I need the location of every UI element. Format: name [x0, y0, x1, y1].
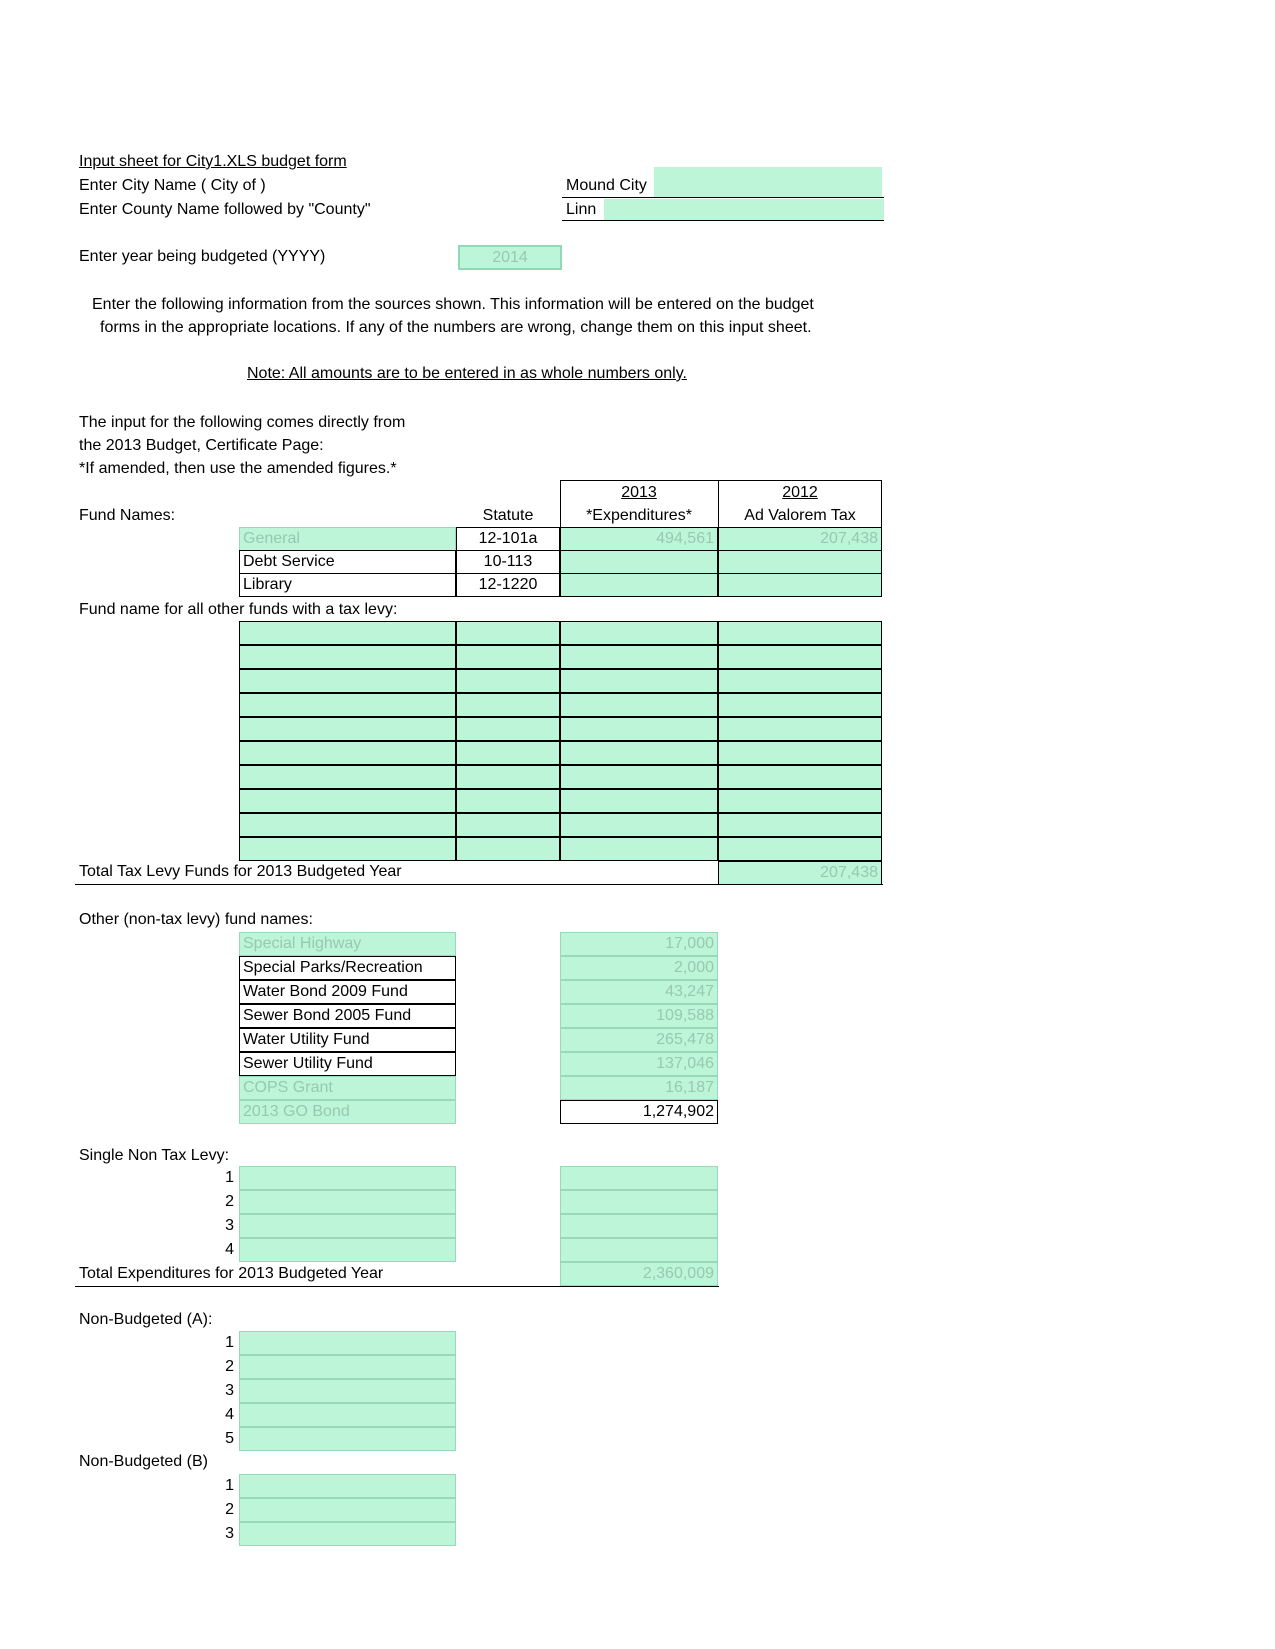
county-name-input-fill[interactable] — [604, 199, 884, 220]
other-statute-cell[interactable] — [456, 789, 560, 813]
non-budgeted-a-cell[interactable] — [239, 1403, 456, 1427]
single-non-tax-levy-label: Single Non Tax Levy: — [79, 1147, 230, 1164]
non-budgeted-a-cell[interactable] — [239, 1379, 456, 1403]
non-budgeted-b-cell[interactable] — [239, 1498, 456, 1522]
instruction-line-2: forms in the appropriate locations. If any of the numbers are wrong, change them on this input sheet. — [100, 319, 812, 336]
county-name-underline — [562, 220, 884, 221]
non-budgeted-a-label: Non-Budgeted (A): — [79, 1311, 213, 1328]
other-statute-cell[interactable] — [456, 645, 560, 669]
row-number: 4 — [225, 1406, 234, 1423]
row-number: 1 — [225, 1334, 234, 1351]
non-tax-fund-name[interactable]: Special Highway — [239, 932, 456, 956]
non-budgeted-a-cell[interactable] — [239, 1355, 456, 1379]
other-expenditures-cell[interactable] — [560, 621, 718, 645]
expenditures-cell[interactable] — [560, 573, 718, 597]
other-statute-cell[interactable] — [456, 693, 560, 717]
row-number: 2 — [225, 1358, 234, 1375]
fund-name-cell[interactable]: General — [239, 527, 456, 551]
row-number: 3 — [225, 1525, 234, 1542]
total-expenditures-underline — [75, 1286, 719, 1287]
other-expenditures-cell[interactable] — [560, 693, 718, 717]
non-tax-fund-name[interactable]: COPS Grant — [239, 1076, 456, 1100]
single-levy-amount-cell[interactable] — [560, 1190, 718, 1214]
non-tax-fund-amount[interactable]: 2,000 — [560, 956, 718, 980]
other-expenditures-cell[interactable] — [560, 741, 718, 765]
other-expenditures-cell[interactable] — [560, 765, 718, 789]
non-tax-fund-name[interactable]: Sewer Bond 2005 Fund — [239, 1004, 456, 1028]
other-expenditures-cell[interactable] — [560, 789, 718, 813]
city-name-value[interactable]: Mound City — [566, 177, 647, 194]
ad-valorem-cell[interactable] — [718, 573, 882, 597]
row-number: 2 — [225, 1501, 234, 1518]
fund-name-cell[interactable]: Debt Service — [239, 550, 456, 574]
other-expenditures-cell[interactable] — [560, 813, 718, 837]
ad-valorem-cell[interactable]: 207,438 — [718, 527, 882, 551]
other-tax-cell[interactable] — [718, 741, 882, 765]
non-tax-fund-amount[interactable]: 137,046 — [560, 1052, 718, 1076]
row-number: 4 — [225, 1241, 234, 1258]
single-levy-name-cell[interactable] — [239, 1238, 456, 1262]
city-name-input-fill[interactable] — [654, 167, 882, 197]
expenditures-year-header: 2013 — [621, 484, 657, 501]
other-expenditures-cell[interactable] — [560, 837, 718, 861]
other-tax-cell[interactable] — [718, 693, 882, 717]
other-statute-cell[interactable] — [456, 741, 560, 765]
fund-names-label: Fund Names: — [79, 507, 176, 524]
year-input[interactable]: 2014 — [458, 245, 562, 270]
non-tax-fund-name[interactable]: Water Utility Fund — [239, 1028, 456, 1052]
single-levy-amount-cell[interactable] — [560, 1238, 718, 1262]
non-tax-levy-label: Other (non-tax levy) fund names: — [79, 911, 313, 928]
row-number: 3 — [225, 1217, 234, 1234]
total-tax-levy-label: Total Tax Levy Funds for 2013 Budgeted Year — [79, 863, 402, 880]
other-fund-name-cell[interactable] — [239, 717, 456, 741]
instruction-line-1: Enter the following information from the sources shown. This information will be entered on the budget — [92, 296, 814, 313]
expenditures-header: *Expenditures* — [586, 507, 692, 524]
county-name-label: Enter County Name followed by "County" — [79, 201, 371, 218]
statute-cell[interactable]: 12-1220 — [456, 573, 560, 597]
other-statute-cell[interactable] — [456, 765, 560, 789]
other-tax-cell[interactable] — [718, 621, 882, 645]
other-fund-name-cell[interactable] — [239, 789, 456, 813]
non-tax-fund-name[interactable]: Water Bond 2009 Fund — [239, 980, 456, 1004]
non-tax-fund-name[interactable]: 2013 GO Bond — [239, 1100, 456, 1124]
expenditures-cell[interactable]: 494,561 — [560, 527, 718, 551]
single-levy-amount-cell[interactable] — [560, 1214, 718, 1238]
other-fund-name-cell[interactable] — [239, 645, 456, 669]
non-tax-fund-amount[interactable]: 43,247 — [560, 980, 718, 1004]
total-expenditures-value: 2,360,009 — [560, 1262, 718, 1286]
other-statute-cell[interactable] — [456, 621, 560, 645]
other-statute-cell[interactable] — [456, 717, 560, 741]
non-tax-fund-name[interactable]: Special Parks/Recreation — [239, 956, 456, 980]
other-statute-cell[interactable] — [456, 837, 560, 861]
statute-header: Statute — [482, 507, 534, 524]
sheet-title: Input sheet for City1.XLS budget form — [79, 153, 347, 170]
other-tax-cell[interactable] — [718, 717, 882, 741]
statute-cell[interactable]: 10-113 — [456, 550, 560, 574]
other-tax-cell[interactable] — [718, 765, 882, 789]
other-funds-label: Fund name for all other funds with a tax levy: — [79, 601, 398, 618]
other-fund-name-cell[interactable] — [239, 693, 456, 717]
source-line-2: the 2013 Budget, Certificate Page: — [79, 437, 324, 454]
other-fund-name-cell[interactable] — [239, 741, 456, 765]
source-line-1: The input for the following comes directly from — [79, 414, 406, 431]
non-tax-fund-amount[interactable]: 1,274,902 — [560, 1100, 718, 1124]
ad-valorem-header: Ad Valorem Tax — [744, 507, 856, 524]
ad-valorem-cell[interactable] — [718, 550, 882, 574]
non-budgeted-a-cell[interactable] — [239, 1331, 456, 1355]
other-statute-cell[interactable] — [456, 669, 560, 693]
county-name-value[interactable]: Linn — [566, 201, 597, 218]
single-levy-name-cell[interactable] — [239, 1166, 456, 1190]
non-budgeted-a-cell[interactable] — [239, 1427, 456, 1451]
single-levy-name-cell[interactable] — [239, 1190, 456, 1214]
year-label: Enter year being budgeted (YYYY) — [79, 248, 326, 265]
expenditures-cell[interactable] — [560, 550, 718, 574]
other-tax-cell[interactable] — [718, 789, 882, 813]
non-tax-fund-amount[interactable]: 109,588 — [560, 1004, 718, 1028]
other-fund-name-cell[interactable] — [239, 813, 456, 837]
total-expenditures-label: Total Expenditures for 2013 Budgeted Year — [79, 1265, 384, 1282]
other-tax-cell[interactable] — [718, 837, 882, 861]
statute-cell[interactable]: 12-101a — [456, 527, 560, 551]
row-number: 2 — [225, 1193, 234, 1210]
other-fund-name-cell[interactable] — [239, 621, 456, 645]
non-tax-fund-amount[interactable]: 17,000 — [560, 932, 718, 956]
total-tax-levy-value: 207,438 — [718, 861, 882, 885]
fund-name-cell[interactable]: Library — [239, 573, 456, 597]
single-levy-amount-cell[interactable] — [560, 1166, 718, 1190]
non-tax-fund-name[interactable]: Sewer Utility Fund — [239, 1052, 456, 1076]
source-line-3: *If amended, then use the amended figures.* — [79, 460, 397, 477]
other-expenditures-cell[interactable] — [560, 645, 718, 669]
single-levy-name-cell[interactable] — [239, 1214, 456, 1238]
row-number: 1 — [225, 1477, 234, 1494]
non-budgeted-b-cell[interactable] — [239, 1474, 456, 1498]
city-name-label: Enter City Name ( City of ) — [79, 177, 266, 194]
other-fund-name-cell[interactable] — [239, 837, 456, 861]
non-tax-fund-amount[interactable]: 265,478 — [560, 1028, 718, 1052]
other-tax-cell[interactable] — [718, 669, 882, 693]
other-statute-cell[interactable] — [456, 813, 560, 837]
city-name-underline — [562, 197, 884, 198]
other-expenditures-cell[interactable] — [560, 717, 718, 741]
tax-year-header: 2012 — [782, 484, 818, 501]
non-budgeted-b-label: Non-Budgeted (B) — [79, 1453, 208, 1470]
other-tax-cell[interactable] — [718, 645, 882, 669]
whole-numbers-note: Note: All amounts are to be entered in as whole numbers only. — [247, 365, 687, 382]
non-tax-fund-amount[interactable]: 16,187 — [560, 1076, 718, 1100]
other-expenditures-cell[interactable] — [560, 669, 718, 693]
row-number: 1 — [225, 1169, 234, 1186]
row-number: 3 — [225, 1382, 234, 1399]
other-tax-cell[interactable] — [718, 813, 882, 837]
other-fund-name-cell[interactable] — [239, 669, 456, 693]
other-fund-name-cell[interactable] — [239, 765, 456, 789]
row-number: 5 — [225, 1430, 234, 1447]
non-budgeted-b-cell[interactable] — [239, 1522, 456, 1546]
